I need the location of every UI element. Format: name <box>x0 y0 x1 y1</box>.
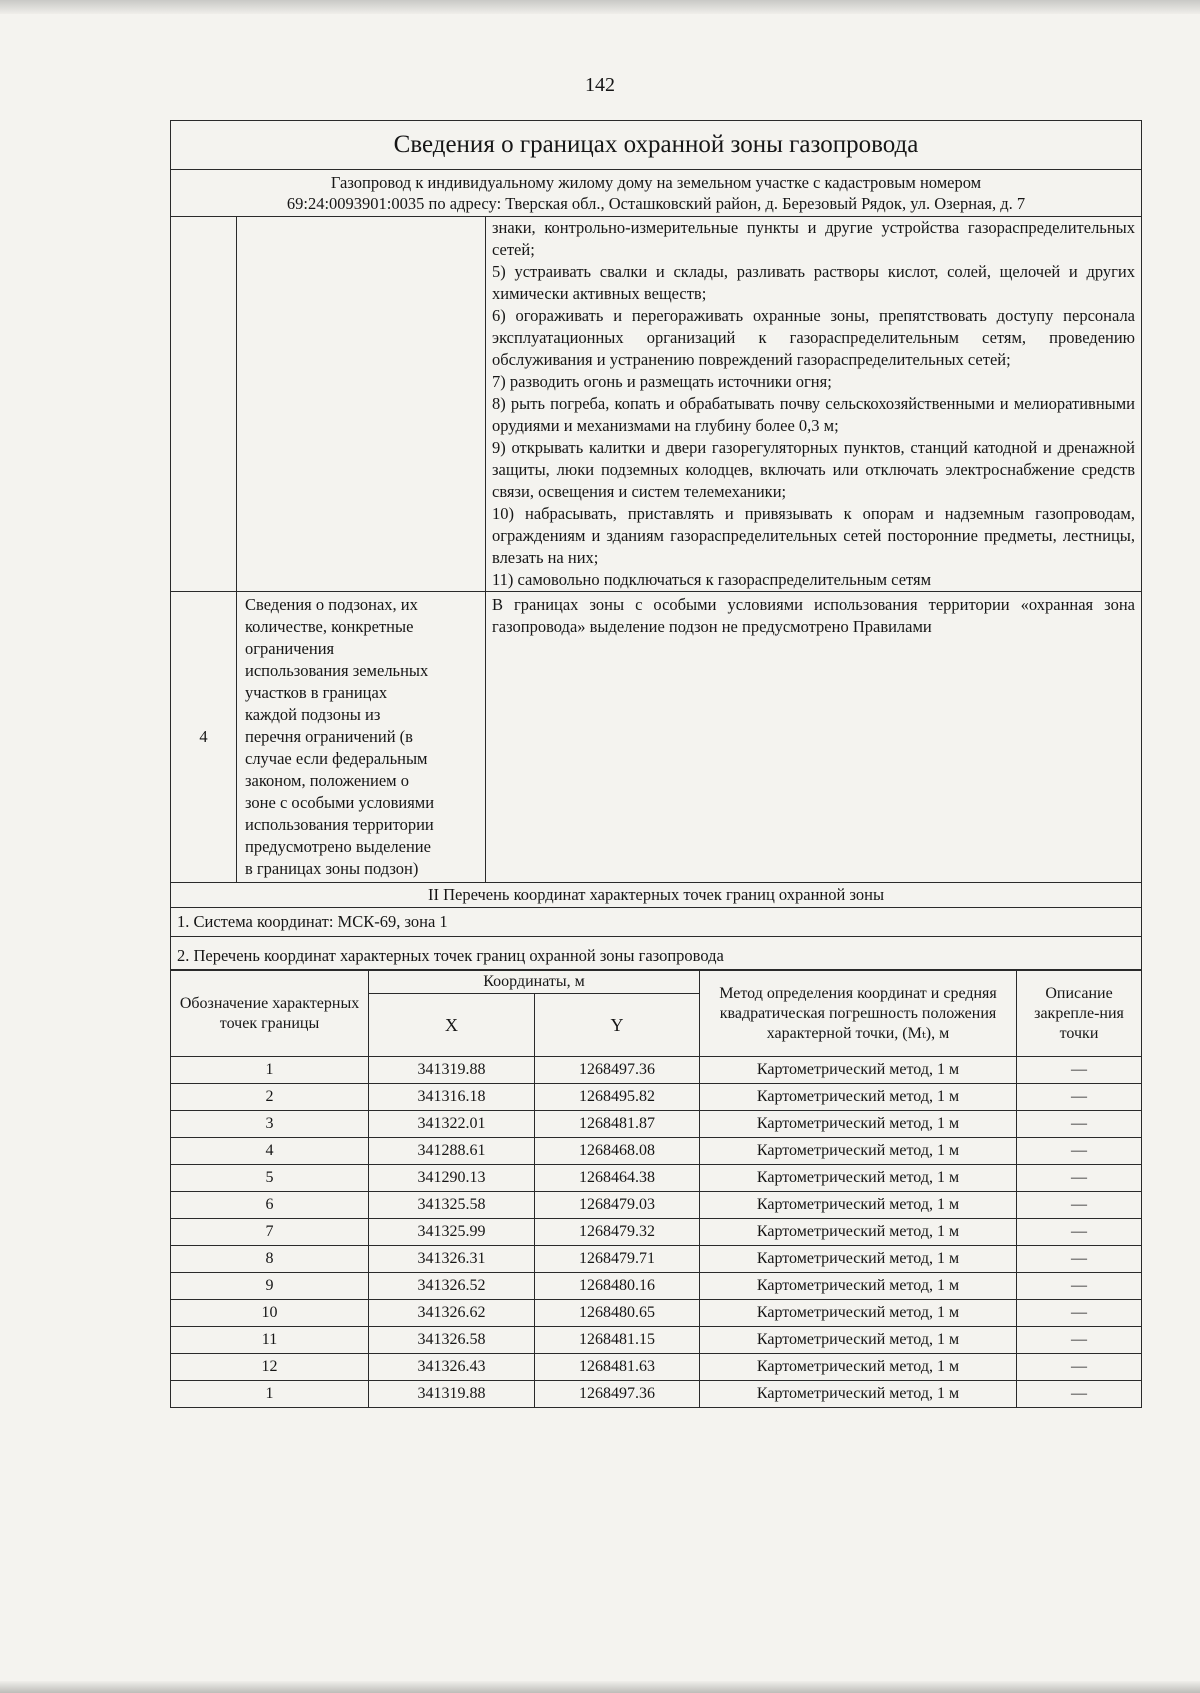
subzone-label-line: случае если федеральным <box>245 749 428 768</box>
coord-y: 1268481.87 <box>535 1111 700 1138</box>
restriction-item: 11) самовольно подключаться к газораспределительным сетям <box>492 570 932 589</box>
coord-x: 341326.43 <box>369 1354 535 1381</box>
method-cell: Картометрический метод, 1 м <box>700 1327 1017 1354</box>
table-row <box>171 1327 1142 1354</box>
gas-pipeline-description <box>171 170 1142 217</box>
description-cell: — <box>1017 1219 1142 1246</box>
subzone-label-line: перечня ограничений (в <box>245 727 413 746</box>
method-cell: Картометрический метод, 1 м <box>700 1300 1017 1327</box>
restriction-item: 9) открывать калитки и двери газорегуляторных пунктов, станций катодной и дренажной защиты, люки подземных колодцев, включать или отключать электроснабжение средств связи, освещения и систем телемеханики; <box>492 438 1136 501</box>
coord-x: 341326.31 <box>369 1246 535 1273</box>
restriction-item: 6) огораживать и перегораживать охранные зоны, препятствовать доступу персонала эксплуатационных организаций к газораспределительным сетям, проведению обслуживания и устранению повреждений газораспределительных сетей; <box>492 306 1136 369</box>
method-cell: Картометрический метод, 1 м <box>700 1273 1017 1300</box>
point-number: 12 <box>171 1354 369 1381</box>
point-number: 4 <box>171 1138 369 1165</box>
point-number: 1 <box>171 1057 369 1084</box>
header-designation: Обозначение характерных точек границы <box>171 971 369 1057</box>
table-row <box>171 1111 1142 1138</box>
point-number: 9 <box>171 1273 369 1300</box>
coord-x: 341316.18 <box>369 1084 535 1111</box>
coord-x: 341319.88 <box>369 1381 535 1408</box>
subtitle-line: Газопровод к индивидуальному жилому дому на земельном участке с кадастровым номером <box>330 173 982 192</box>
coord-y: 1268464.38 <box>535 1165 700 1192</box>
table-row <box>171 1219 1142 1246</box>
coord-x: 341326.52 <box>369 1273 535 1300</box>
description-cell: — <box>1017 1165 1142 1192</box>
subzone-label-line: количестве, конкретные <box>245 617 414 636</box>
coord-x: 341325.99 <box>369 1219 535 1246</box>
coord-y: 1268479.32 <box>535 1219 700 1246</box>
header-coordinates: Координаты, м <box>369 971 700 994</box>
table-row <box>171 1273 1142 1300</box>
subzone-label-line: ограничения <box>245 639 335 658</box>
coord-y: 1268481.63 <box>535 1354 700 1381</box>
description-cell: — <box>1017 1273 1142 1300</box>
coordinate-list-title: 2. Перечень координат характерных точек границ охранной зоны газопровода <box>171 937 1142 970</box>
header-y: Y <box>535 994 700 1057</box>
coordinates-table <box>170 970 1142 1408</box>
description-cell: — <box>1017 1300 1142 1327</box>
table-row <box>171 1354 1142 1381</box>
coord-x: 341322.01 <box>369 1111 535 1138</box>
coord-x: 341319.88 <box>369 1057 535 1084</box>
coord-y: 1268480.65 <box>535 1300 700 1327</box>
coord-x: 341325.58 <box>369 1192 535 1219</box>
table-row <box>171 1057 1142 1084</box>
method-cell: Картометрический метод, 1 м <box>700 1111 1017 1138</box>
scan-bottom-edge <box>0 1681 1200 1693</box>
coord-x: 341290.13 <box>369 1165 535 1192</box>
subzone-value: В границах зоны с особыми условиями использования территории «охранная зона газопровода» выделение подзон не предусмотрено Правилами <box>486 592 1142 883</box>
point-number: 10 <box>171 1300 369 1327</box>
coord-y: 1268497.36 <box>535 1057 700 1084</box>
header-description: Описание закрепле-ния точки <box>1017 971 1142 1057</box>
restriction-item: 8) рыть погреба, копать и обрабатывать почву сельскохозяйственными и мелиоративными орудиями и механизмами на глубину более 0,3 м; <box>492 394 1136 435</box>
method-cell: Картометрический метод, 1 м <box>700 1192 1017 1219</box>
subzone-label-line: Сведения о подзонах, их <box>245 595 418 614</box>
table-row <box>171 1246 1142 1273</box>
subzone-label-line: участков в границах <box>245 683 388 702</box>
coord-y: 1268495.82 <box>535 1084 700 1111</box>
coordinates-body <box>171 1057 1142 1408</box>
description-cell: — <box>1017 1084 1142 1111</box>
point-number: 11 <box>171 1327 369 1354</box>
subzone-label-line: каждой подзоны из <box>245 705 381 724</box>
zone-info-table <box>170 120 1142 970</box>
subzone-label-line: использования земельных <box>245 661 429 680</box>
method-cell: Картометрический метод, 1 м <box>700 1165 1017 1192</box>
method-cell: Картометрический метод, 1 м <box>700 1354 1017 1381</box>
coord-x: 341326.58 <box>369 1327 535 1354</box>
subzone-label-line: в границах зоны подзон) <box>245 859 419 878</box>
coord-x: 341326.62 <box>369 1300 535 1327</box>
restriction-item: знаки, контрольно-измерительные пункты и другие устройства газораспределительных сетей; <box>492 218 1136 259</box>
method-cell: Картометрический метод, 1 м <box>700 1246 1017 1273</box>
method-cell: Картометрический метод, 1 м <box>700 1138 1017 1165</box>
subzone-label-line: использования территории <box>245 815 434 834</box>
row-number-empty <box>171 217 237 592</box>
header-x: X <box>369 994 535 1057</box>
subzone-label-line: предусмотрено выделение <box>245 837 431 856</box>
point-number: 5 <box>171 1165 369 1192</box>
coord-y: 1268468.08 <box>535 1138 700 1165</box>
page-number: 142 <box>585 74 615 96</box>
table-row <box>171 1084 1142 1111</box>
restriction-item: 7) разводить огонь и размещать источники огня; <box>492 372 832 391</box>
row-label-empty <box>237 217 486 592</box>
point-number: 2 <box>171 1084 369 1111</box>
point-number: 1 <box>171 1381 369 1408</box>
point-number: 6 <box>171 1192 369 1219</box>
method-cell: Картометрический метод, 1 м <box>700 1084 1017 1111</box>
point-number: 7 <box>171 1219 369 1246</box>
coord-y: 1268481.15 <box>535 1327 700 1354</box>
scan-top-edge <box>0 0 1200 14</box>
coord-y: 1268480.16 <box>535 1273 700 1300</box>
subtitle-line: 69:24:0093901:0035 по адресу: Тверская обл., Осташковский район, д. Березовый Рядок, ул. Озерная, д. 7 <box>286 194 1026 213</box>
description-cell: — <box>1017 1246 1142 1273</box>
subzone-label-line: законом, положением о <box>245 771 409 790</box>
coord-y: 1268479.71 <box>535 1246 700 1273</box>
header-method: Метод определения координат и средняя квадратическая погрешность положения характерной точки, (Mₜ), м <box>700 971 1017 1057</box>
subzone-label-line: зоне с особыми условиями <box>245 793 435 812</box>
section-2-title: II Перечень координат характерных точек границ охранной зоны <box>171 883 1142 908</box>
table-row <box>171 1192 1142 1219</box>
coord-y: 1268479.03 <box>535 1192 700 1219</box>
method-cell: Картометрический метод, 1 м <box>700 1057 1017 1084</box>
description-cell: — <box>1017 1354 1142 1381</box>
method-cell: Картометрический метод, 1 м <box>700 1381 1017 1408</box>
table-row <box>171 1381 1142 1408</box>
description-cell: — <box>1017 1111 1142 1138</box>
document-title: Сведения о границах охранной зоны газопровода <box>171 121 1142 170</box>
row-number: 4 <box>171 592 237 883</box>
method-cell: Картометрический метод, 1 м <box>700 1219 1017 1246</box>
restriction-item: 10) набрасывать, приставлять и привязывать к опорам и надземным газопроводам, ограждениям и зданиям газораспределительных сетей посторонние предметы, лестницы, влезать на них; <box>492 504 1136 567</box>
document-body <box>170 120 1141 1408</box>
subzone-label <box>237 592 486 883</box>
description-cell: — <box>1017 1138 1142 1165</box>
restrictions-list <box>486 217 1142 592</box>
coord-x: 341288.61 <box>369 1138 535 1165</box>
description-cell: — <box>1017 1381 1142 1408</box>
table-row <box>171 1300 1142 1327</box>
restriction-item: 5) устраивать свалки и склады, разливать растворы кислот, солей, щелочей и других химически активных веществ; <box>492 262 1136 303</box>
description-cell: — <box>1017 1192 1142 1219</box>
table-row <box>171 1138 1142 1165</box>
description-cell: — <box>1017 1327 1142 1354</box>
coord-y: 1268497.36 <box>535 1381 700 1408</box>
point-number: 8 <box>171 1246 369 1273</box>
table-row <box>171 1165 1142 1192</box>
description-cell: — <box>1017 1057 1142 1084</box>
coordinate-system: 1. Система координат: МСК-69, зона 1 <box>171 908 1142 937</box>
point-number: 3 <box>171 1111 369 1138</box>
